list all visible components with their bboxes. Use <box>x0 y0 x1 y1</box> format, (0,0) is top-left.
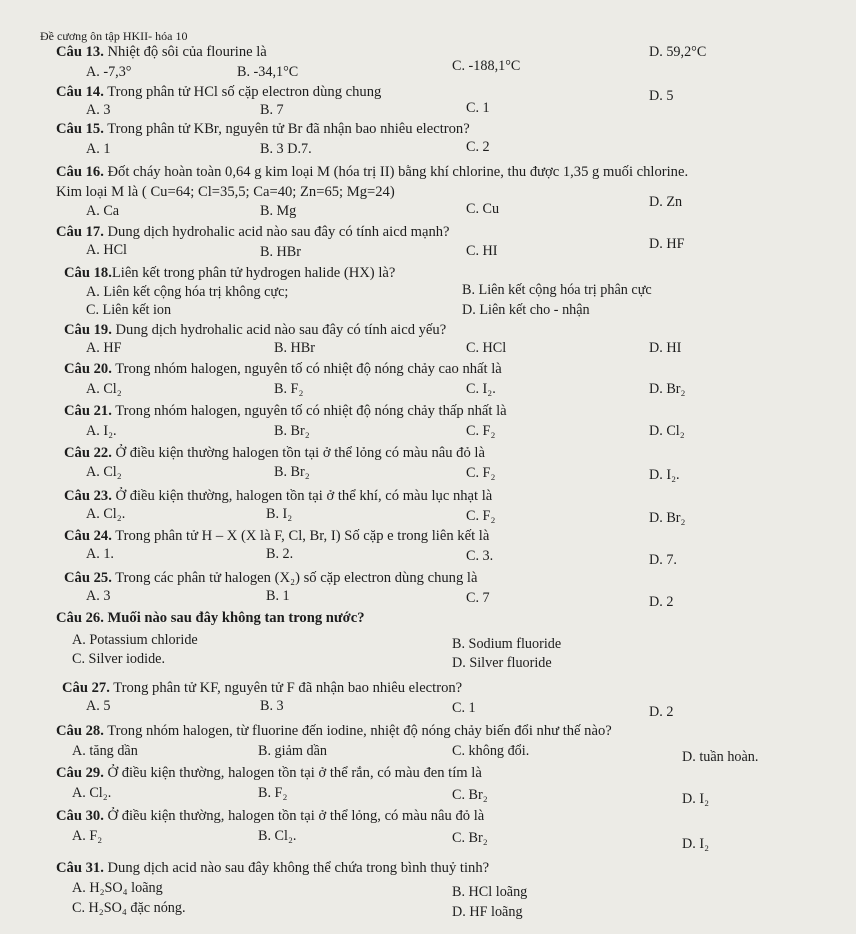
option-a: A. 1 <box>86 141 111 157</box>
option-d: D. Cl₂ <box>649 423 685 439</box>
question-18 <box>0 265 856 329</box>
option-b: B. Sodium fluoride <box>452 636 562 652</box>
question-17 <box>0 224 856 268</box>
option-d: D. I₂ <box>682 836 710 852</box>
option-b: B. HBr <box>260 244 301 260</box>
question-stem: Câu 26. Muối nào sau đây không tan trong nước? <box>56 610 365 626</box>
option-d: D. 59,2°C <box>649 44 707 60</box>
question-13 <box>0 44 856 88</box>
document-header: Đề cương ôn tập HKII- hóa 10 <box>40 29 188 43</box>
question-16 <box>0 164 856 226</box>
question-stem: Câu 18.Liên kết trong phân tử hydrogen halide (HX) là? <box>64 265 396 281</box>
option-c: C. F₂ <box>466 508 496 524</box>
option-a: A. Potassium chloride <box>72 632 198 648</box>
option-d: D. 2 <box>649 594 674 610</box>
option-d: D. Zn <box>649 194 683 210</box>
option-c: C. Cu <box>466 201 500 217</box>
option-a: A. Cl₂ <box>86 464 122 480</box>
option-c: C. 1 <box>452 700 476 716</box>
option-a: A. HF <box>86 340 122 356</box>
option-c: C. 2 <box>466 139 490 155</box>
question-stem: Câu 21. Trong nhóm halogen, nguyên tố có nhiệt độ nóng chảy thấp nhất là <box>64 403 507 419</box>
question-stem: Câu 29. Ở điều kiện thường, halogen tồn tại ở thể rắn, có màu đen tím là <box>56 765 482 781</box>
question-21 <box>0 403 856 447</box>
option-b: B. HCl loãng <box>452 884 528 900</box>
option-b: B. giảm dần <box>258 743 327 759</box>
option-c: C. 3. <box>466 548 494 564</box>
option-b: B. 1 <box>266 588 290 604</box>
option-a: A. 1. <box>86 546 114 562</box>
option-b: B. 2. <box>266 546 294 562</box>
question-26 <box>0 610 856 672</box>
question-stem: Câu 23. Ở điều kiện thường, halogen tồn tại ở thể khí, có màu lục nhạt là <box>64 488 493 504</box>
option-d: D. Silver fluoride <box>452 655 552 671</box>
question-31 <box>0 860 856 932</box>
question-27 <box>0 680 856 724</box>
option-d: D. I₂ <box>682 791 710 807</box>
option-a: A. F₂ <box>72 828 103 844</box>
option-a: A. tăng dần <box>72 743 138 759</box>
option-a: A. HCl <box>86 242 127 258</box>
option-c: C. 7 <box>466 590 490 606</box>
question-stem: Câu 24. Trong phân tử H – X (X là F, Cl, Br, I) Số cặp e trong liên kết là <box>64 528 490 544</box>
question-stem: Câu 16. Đốt cháy hoàn toàn 0,64 g kim loại M (hóa trị II) bằng khí chlorine, thu được 1,35 g muối chlorine. <box>56 164 689 180</box>
option-c: C. Liên kết ion <box>86 302 172 318</box>
option-d: D. Br₂ <box>649 381 686 397</box>
question-stem: Câu 15. Trong phân tử KBr, nguyên tử Br đã nhận bao nhiêu electron? <box>56 121 470 137</box>
question-19 <box>0 322 856 366</box>
question-28 <box>0 723 856 767</box>
question-stem: Câu 19. Dung dịch hydrohalic acid nào sau đây có tính aicd yếu? <box>64 322 447 338</box>
option-c: C. -188,1°C <box>452 58 521 74</box>
option-c: C. HCl <box>466 340 507 356</box>
option-a: A. -7,3° <box>86 64 132 80</box>
option-c: C. không đổi. <box>452 743 530 759</box>
option-b: B. 3 <box>260 698 284 714</box>
option-c: C. F₂ <box>466 465 496 481</box>
option-b: B. F₂ <box>258 785 288 801</box>
question-25 <box>0 570 856 614</box>
option-a: A. Cl₂ <box>86 381 122 397</box>
option-a: A. I₂. <box>86 423 117 439</box>
option-a: A. Cl₂. <box>86 506 126 522</box>
option-b: B. Br₂ <box>274 464 310 480</box>
option-c: C. I₂. <box>466 381 496 397</box>
option-b: B. -34,1°C <box>237 64 299 80</box>
option-b: B. Liên kết cộng hóa trị phân cực <box>462 282 652 298</box>
option-c: C. HI <box>466 243 498 259</box>
option-a: A. 3 <box>86 102 111 118</box>
option-c: C. Silver iodide. <box>72 651 166 667</box>
question-stem: Câu 14. Trong phân tử HCl số cặp electron dùng chung <box>56 84 382 100</box>
question-23 <box>0 488 856 532</box>
option-a: A. 5 <box>86 698 111 714</box>
question-stem: Câu 20. Trong nhóm halogen, nguyên tố có nhiệt độ nóng chảy cao nhất là <box>64 361 502 377</box>
option-c: C. H₂SO₄ đặc nóng. <box>72 900 186 916</box>
question-15 <box>0 121 856 165</box>
option-b: B. Br₂ <box>274 423 310 439</box>
option-c: C. 1 <box>466 100 490 116</box>
question-stem: Câu 27. Trong phân tử KF, nguyên tử F đã nhận bao nhiêu electron? <box>62 680 463 696</box>
option-c: C. Br₂ <box>452 787 488 803</box>
option-b: B. Mg <box>260 203 297 219</box>
option-a: A. H₂SO₄ loãng <box>72 880 163 896</box>
question-20 <box>0 361 856 405</box>
question-22 <box>0 445 856 489</box>
option-a: A. Liên kết cộng hóa trị không cực; <box>86 284 289 300</box>
option-a: A. 3 <box>86 588 111 604</box>
question-stem: Câu 17. Dung dịch hydrohalic acid nào sau đây có tính aicd mạnh? <box>56 224 450 240</box>
question-30 <box>0 808 856 852</box>
option-b: B. F₂ <box>274 381 304 397</box>
option-d: D. tuần hoàn. <box>682 749 759 765</box>
option-d: D. I₂. <box>649 467 680 483</box>
option-c: C. F₂ <box>466 423 496 439</box>
question-24 <box>0 528 856 572</box>
option-d: D. HI <box>649 340 682 356</box>
option-d: D. 5 <box>649 88 674 104</box>
option-d: D. Liên kết cho - nhận <box>462 302 590 318</box>
option-a: A. Cl₂. <box>72 785 112 801</box>
question-29 <box>0 765 856 809</box>
option-c: C. Br₂ <box>452 830 488 846</box>
option-d: D. 7. <box>649 552 677 568</box>
question-stem: Câu 28. Trong nhóm halogen, từ fluorine đến iodine, nhiệt độ nóng chảy biến đổi như thế nào? <box>56 723 612 739</box>
option-d: D. HF <box>649 236 685 252</box>
question-stem: Câu 13. Nhiệt độ sôi của flourine là <box>56 44 267 60</box>
question-stem-continued: Kim loại M là ( Cu=64; Cl=35,5; Ca=40; Zn=65; Mg=24) <box>56 184 395 200</box>
option-b: B. Cl₂. <box>258 828 297 844</box>
option-b: B. I₂ <box>266 506 293 522</box>
option-a: A. Ca <box>86 203 120 219</box>
option-b: B. 7 <box>260 102 284 118</box>
option-d: D. Br₂ <box>649 510 686 526</box>
option-b: B. 3 D.7. <box>260 141 312 157</box>
question-stem: Câu 25. Trong các phân tử halogen (X₂) số cặp electron dùng chung là <box>64 570 478 586</box>
option-d: D. 2 <box>649 704 674 720</box>
option-b: B. HBr <box>274 340 315 356</box>
question-stem: Câu 22. Ở điều kiện thường halogen tồn tại ở thể lỏng có màu nâu đỏ là <box>64 445 485 461</box>
option-d: D. HF loãng <box>452 904 523 920</box>
question-stem: Câu 30. Ở điều kiện thường, halogen tồn tại ở thể lỏng, có màu nâu đỏ là <box>56 808 485 824</box>
question-stem: Câu 31. Dung dịch acid nào sau đây không thể chứa trong bình thuỷ tinh? <box>56 860 490 876</box>
